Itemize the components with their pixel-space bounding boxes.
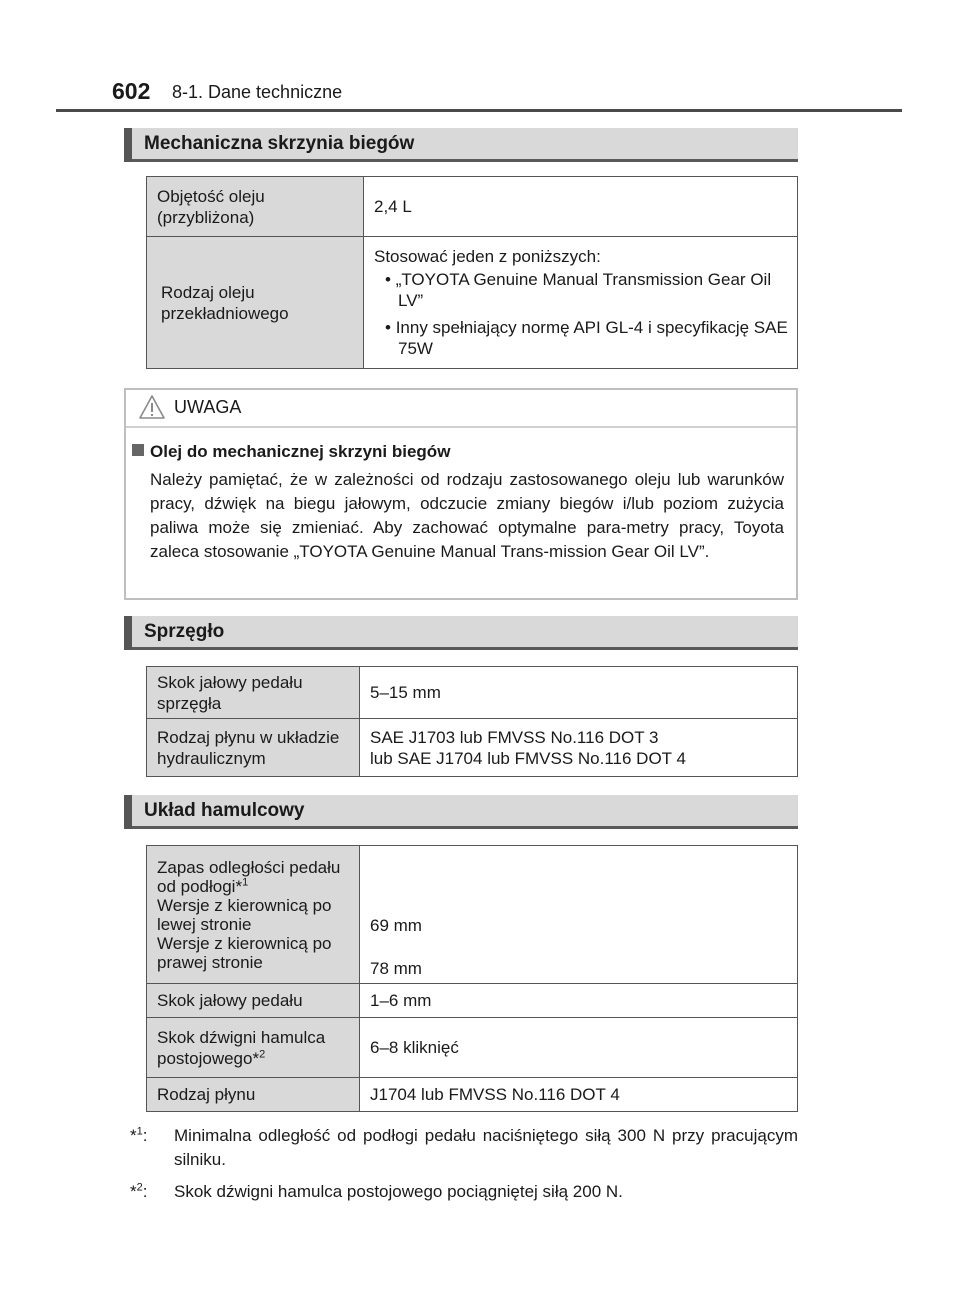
section-heading-manual-transmission <box>124 128 798 162</box>
oil-type-list <box>374 269 791 359</box>
row-value: 6–8 kliknięć <box>360 1018 798 1078</box>
notice-subtitle-row <box>132 442 450 462</box>
table-row <box>147 984 798 1018</box>
section-title: Układ hamulcowy <box>144 800 305 821</box>
parking-brake-label: Skok dźwigni hamulca postojowego* <box>157 1027 326 1068</box>
footnote <box>130 1180 798 1204</box>
section-title: Sprzęgło <box>144 621 225 642</box>
row-label: Skok jałowy pedału sprzęgła <box>147 667 360 719</box>
table-row <box>147 1018 798 1078</box>
row-value: 1–6 mm <box>360 984 798 1018</box>
footnote-ref: 2 <box>259 1047 266 1060</box>
header-rule <box>56 109 902 112</box>
oil-type-intro: Stosować jeden z poniższych: <box>374 247 601 266</box>
table-row <box>147 1078 798 1112</box>
notice-header <box>126 390 796 428</box>
row-value <box>364 237 798 369</box>
footnote-ref: 1 <box>242 875 249 888</box>
footnote-mark: *$^1$: <box>130 1125 148 1145</box>
row-value <box>360 846 798 984</box>
section-heading-brakes <box>124 795 798 829</box>
table-row <box>147 846 798 984</box>
fluid-value-line-2: lub SAE J1704 lub FMVSS No.116 DOT 4 <box>370 748 686 768</box>
row-label <box>147 846 360 984</box>
row-label: Rodzaj płynu w układzie hydraulicznym <box>147 719 360 777</box>
footnote-text: Minimalna odległość od podłogi pedału naciśniętego siłą 300 N przy pracującym silniku. <box>174 1126 798 1169</box>
table-row <box>147 719 798 777</box>
brakes-table <box>146 845 798 1112</box>
row-label: Skok jałowy pedału <box>147 984 360 1018</box>
row-value: 5–15 mm <box>360 667 798 719</box>
table-row <box>147 237 798 369</box>
page-number: 602 <box>112 78 151 104</box>
row-label: Objętość oleju (przybliżona) <box>147 177 364 237</box>
clutch-table <box>146 666 798 777</box>
row-label: Rodzaj oleju przekładniowego <box>147 237 364 369</box>
rhd-value: 78 mm <box>370 959 422 978</box>
lhd-label: Wersje z kierownicą po lewej stronie <box>157 895 332 934</box>
lhd-value: 69 mm <box>370 916 422 935</box>
manual-transmission-table <box>146 176 798 369</box>
fluid-value-line-1: SAE J1703 lub FMVSS No.116 DOT 3 <box>370 727 659 747</box>
section-heading-clutch <box>124 616 798 650</box>
notice-box <box>124 388 798 600</box>
notice-text: Należy pamiętać, że w zależności od rodzaju zastosowanego oleju lub warunków pracy, dźwięk na biegu jałowym, odczucie zmiany biegów i/lub poziom zużycia paliwa może się zmieniać. Aby zachować optymalne para-metry pracy, Toyota zaleca stosowanie „TOYOTA Genuine Manual Trans-mission Gear Oil LV”. <box>150 470 784 561</box>
row-label <box>147 1018 360 1078</box>
row-value: J1704 lub FMVSS No.116 DOT 4 <box>360 1078 798 1112</box>
row-value: 2,4 L <box>364 177 798 237</box>
footnote <box>130 1124 798 1172</box>
warning-triangle-icon <box>138 394 166 420</box>
footnote-mark: *$^2$: <box>130 1181 148 1201</box>
chapter-title: 8-1. Dane techniczne <box>172 82 343 102</box>
row-label: Rodzaj płynu <box>147 1078 360 1112</box>
notice-subtitle: Olej do mechanicznej skrzyni biegów <box>150 442 451 461</box>
notice-title: UWAGA <box>174 397 242 417</box>
square-bullet-icon <box>132 444 144 456</box>
list-item: • Inny spełniający normę API GL-4 i specyfikację SAE 75W <box>374 317 791 359</box>
footnote-text: Skok dźwigni hamulca postojowego pociągniętej siłą 200 N. <box>174 1182 623 1201</box>
section-title: Mechaniczna skrzynia biegów <box>144 133 415 154</box>
rhd-label: Wersje z kierownicą po prawej stronie <box>157 933 332 972</box>
table-row <box>147 667 798 719</box>
reserve-label: Zapas odległości pedału od podłogi* <box>157 857 341 896</box>
row-value <box>360 719 798 777</box>
table-row <box>147 177 798 237</box>
list-item: • „TOYOTA Genuine Manual Transmission Gear Oil LV” <box>374 269 791 311</box>
